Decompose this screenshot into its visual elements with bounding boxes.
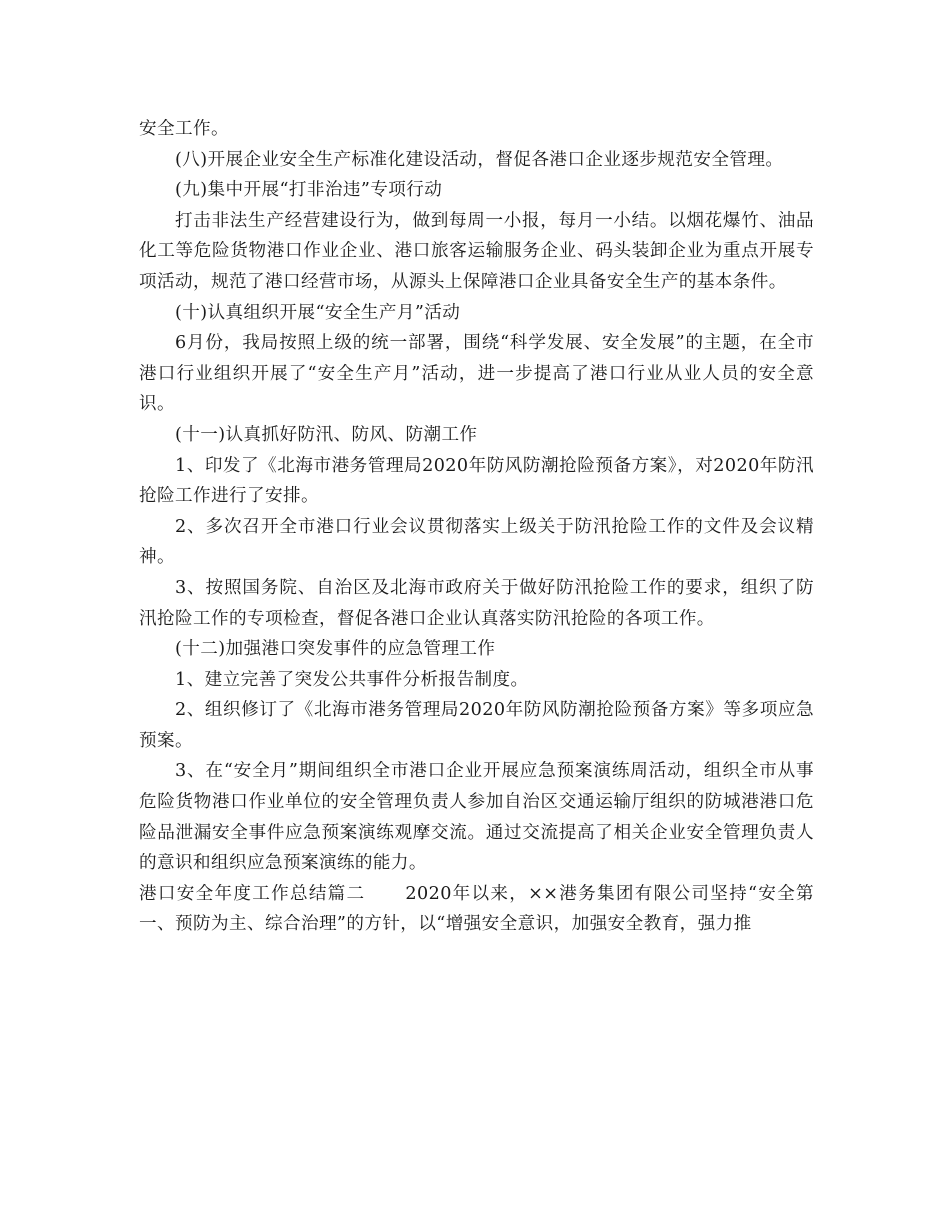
paragraph-item-12-2: 2、组织修订了《北海市港务管理局2020年防风防潮抢险预备方案》等多项应急预案。 bbox=[139, 700, 814, 751]
paragraph-body-10: 6月份，我局按照上级的统一部署，围绕“科学发展、安全发展”的主题，在全市港口行业组织开展了“安全生产月”活动，进一步提高了港口行业从业人员的安全意识。 bbox=[139, 333, 814, 415]
paragraph-heading-12: (十二)加强港口突发事件的应急管理工作 bbox=[175, 639, 496, 660]
paragraph-heading-10: (十)认真组织开展“安全生产月”活动 bbox=[175, 302, 461, 323]
section-two-paragraph bbox=[139, 879, 814, 940]
paragraph-item-11-3: 3、按照国务院、自治区及北海市政府关于做好防汛抢险工作的要求，组织了防汛抢险工作的专项检查，督促各港口企业认真落实防汛抢险的各项工作。 bbox=[139, 577, 814, 629]
paragraph-heading-11: (十一)认真抓好防汛、防风、防潮工作 bbox=[175, 424, 478, 445]
paragraph-item-8: (八)开展企业安全生产标准化建设活动，督促各港口企业逐步规范安全管理。 bbox=[175, 149, 784, 170]
paragraph-item-12-1: 1、建立完善了突发公共事件分析报告制度。 bbox=[175, 669, 529, 690]
section-two-body: 2020年以来，××港务集团有限公司坚持“安全第一、预防为主、综合治理”的方针，以“增强安全意识，加强安全教育，强力推 bbox=[139, 883, 814, 935]
section-two-heading: 港口安全年度工作总结篇二 bbox=[139, 883, 366, 904]
paragraph-item-12-3: 3、在“安全月”期间组织全市港口企业开展应急预案演练周活动，组织全市从事危险货物港口作业单位的安全管理负责人参加自治区交通运输厅组织的防城港港口危险品泄漏安全事件应急预案演练观摩交流。通过交流提高了相关企业安全管理负责人的意识和组织应急预案演练的能力。 bbox=[139, 761, 814, 874]
document-body bbox=[139, 114, 814, 940]
paragraph-item-11-2: 2、多次召开全市港口行业会议贯彻落实上级关于防汛抢险工作的文件及会议精神。 bbox=[139, 516, 814, 568]
paragraph-continuation: 安全工作。 bbox=[139, 119, 229, 139]
paragraph-heading-9: (九)集中开展“打非治违”专项行动 bbox=[175, 180, 443, 201]
paragraph-item-11-1: 1、印发了《北海市港务管理局2020年防风防潮抢险预备方案》，对2020年防汛抢险工作进行了安排。 bbox=[139, 455, 814, 507]
paragraph-body-9: 打击非法生产经营建设行为，做到每周一小报，每月一小结。以烟花爆竹、油品化工等危险货物港口作业企业、港口旅客运输服务企业、码头装卸企业为重点开展专项活动，规范了港口经营市场，从源头上保障港口企业具备安全生产的基本条件。 bbox=[139, 210, 814, 292]
